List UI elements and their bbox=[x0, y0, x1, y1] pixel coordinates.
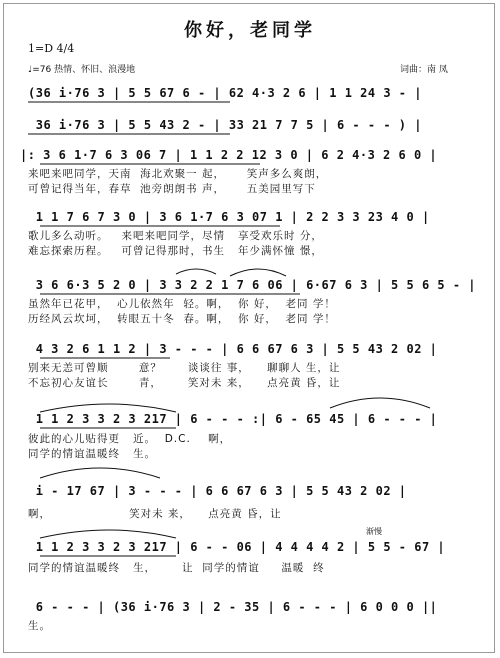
notation-line-10: 6 - - - | (36 i·76 3 | 2 - 35 | 6 - - - | 6 0 0 0 || bbox=[28, 600, 438, 614]
notation-line-1: (36 i·76 3 | 5 5 67 6 - | 62 4·3 2 6 | 1 1 24 3 - | bbox=[28, 86, 422, 100]
lyrics-line-7-verse-1: 彼此的心儿贴得更 近。 D.C. 啊， bbox=[28, 433, 232, 445]
lyrics-line-4-verse-2: 难忘探索历程。 可曾记得那时，书生 年少满怀憧 憬， bbox=[28, 245, 323, 257]
composer-credit: 词曲：南 凤 bbox=[400, 65, 448, 75]
notation-line-9: 1 1 2 3 3 2 3 217 | 6 - - 06 | 4 4 4 4 2 | 5 5 - 67 | bbox=[28, 540, 446, 554]
lyrics-line-9: 同学的情谊温暖终 生， 让 同学的情谊 温暖 终 bbox=[28, 562, 325, 574]
notation-line-3: |: 3 6 1·7 6 3 06 7 | 1 1 2 2 12 3 0 | 6 2 4·3 2 6 0 | bbox=[20, 148, 438, 162]
song-title: 你好，老同学 bbox=[184, 20, 316, 41]
lyrics-line-5-verse-2: 历经风云坎坷， 转眼五十冬 春。啊， 你 好， 老同 学！ bbox=[28, 313, 336, 325]
notation-line-5: 3 6 6·3 5 2 0 | 3 3 2 2 1 7 6 06 | 6·67 6 3 | 5 5 6 5 - | bbox=[28, 278, 477, 292]
lyrics-line-7-verse-2: 同学的情谊温暖终 生。 bbox=[28, 448, 157, 460]
lyrics-line-8: 啊， 笑对未 来， 点亮黄 昏，让 bbox=[28, 508, 282, 520]
notation-line-4: 1 1 7 6 7 3 0 | 3 6 1·7 6 3 07 1 | 2 2 3 3 23 4 0 | bbox=[28, 210, 430, 224]
key-signature: 1=D 4/4 bbox=[28, 42, 75, 55]
lyrics-line-6-verse-1: 别来无恙可曾顺 意？ 谈谈往 事， 聊聊人 生，让 bbox=[28, 362, 341, 374]
notation-line-8: i - 17 67 | 3 - - - | 6 6 67 6 3 | 5 5 43 2 02 | bbox=[28, 484, 407, 498]
tempo-marking: ♩=76 热情、怀旧、浪漫地 bbox=[28, 65, 136, 75]
ritardando-marking: 渐慢 bbox=[366, 527, 382, 536]
notation-line-7: 1 1 2 3 3 2 3 217 | 6 - - - :| 6 - 65 45 | 6 - - - | bbox=[28, 412, 438, 426]
lyrics-line-10: 生。 bbox=[28, 620, 51, 632]
lyrics-line-3-verse-2: 可曾记得当年，春草 池旁朗朗书 声， 五美园里写下 bbox=[28, 183, 316, 195]
notation-line-2: 36 i·76 3 | 5 5 43 2 - | 33 21 7 7 5 | 6 - - - ) | bbox=[28, 118, 422, 132]
lyrics-line-3-verse-1: 来吧来吧同学，天南 海北欢聚一 起， 笑声多么爽朗， bbox=[28, 168, 328, 180]
lyrics-line-5-verse-1: 虽然年已花甲， 心儿依然年 轻。啊， 你 好， 老同 学！ bbox=[28, 298, 336, 310]
lyrics-line-6-verse-2: 不忘初心友谊长 青， 笑对未 来， 点亮黄 昏，让 bbox=[28, 377, 341, 389]
notation-line-6: 4 3 2 6 1 1 2 | 3 - - - | 6 6 67 6 3 | 5 5 43 2 02 | bbox=[28, 342, 438, 356]
lyrics-line-4-verse-1: 歌儿多么动听。 来吧来吧同学，尽情 享受欢乐时 分， bbox=[28, 230, 323, 242]
